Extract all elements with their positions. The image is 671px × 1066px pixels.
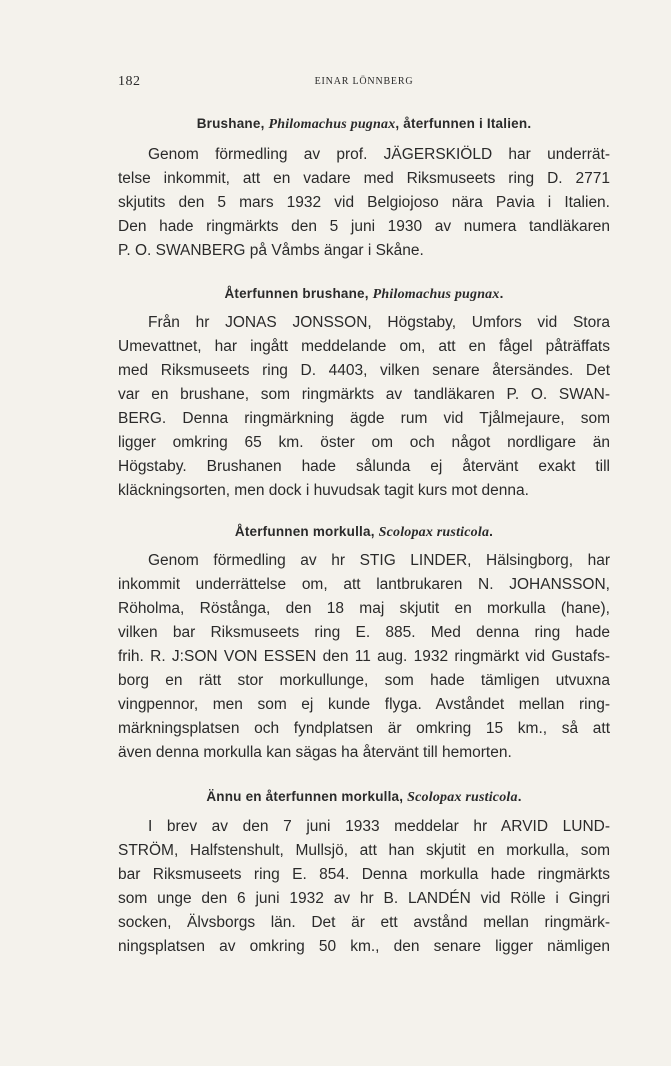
paragraph-line: Högstaby. Brushanen hade sålunda ej återvänt exakt till [118, 458, 610, 475]
page-number: 182 [118, 74, 141, 89]
paragraph-line: I brev av den 7 juni 1933 meddelar hr ARVID LUND- [148, 818, 610, 835]
paragraph-line: Genom förmedling av hr STIG LINDER, Hälsingborg, har [148, 552, 610, 569]
paragraph-line: kläckningsorten, men dock i huvudsak tagit kurs mot denna. [118, 482, 529, 499]
paragraph-line: Den hade ringmärkts den 5 juni 1930 av numera tandläkaren [118, 218, 610, 235]
paragraph-line: ningsplatsen av omkring 50 km., den senare ligger nämligen [118, 938, 610, 955]
paragraph-line: var en brushane, som ringmärkts av tandläkaren P. O. SWAN- [118, 386, 610, 403]
paragraph-line: vingpennor, men som ej kunde flyga. Avståndet mellan ring- [118, 696, 610, 713]
paragraph-line: med Riksmuseets ring D. 4403, vilken senare återsändes. Det [118, 362, 610, 379]
paragraph-line: telse inkommit, att en vadare med Riksmuseets ring D. 2771 [118, 170, 610, 187]
paragraph-line: även denna morkulla kan sägas ha återvänt till hemorten. [118, 744, 512, 761]
paragraph-line: P. O. SWANBERG på Våmbs ängar i Skåne. [118, 242, 424, 259]
paragraph-line: Röholma, Röstånga, den 18 maj skjutit en morkulla (hane), [118, 600, 610, 617]
section-heading: Ännu en återfunnen morkulla, Scolopax rusticola. [206, 789, 522, 805]
paragraph-line: skjutits den 5 mars 1932 vid Belgiojoso nära Pavia i Italien. [118, 194, 610, 211]
paragraph-line: borg en rätt stor morkullunge, som hade tämligen utvuxna [118, 672, 610, 689]
paragraph-line: vilken bar Riksmuseets ring E. 885. Med denna ring hade [118, 624, 610, 641]
paragraph-line: bar Riksmuseets ring E. 854. Denna morkulla hade ringmärkts [118, 866, 610, 883]
paragraph-line: socken, Älvsborgs län. Det är ett avstånd mellan ringmärk- [118, 914, 610, 931]
paragraph-line: märkningsplatsen och fyndplatsen är omkring 15 km., så att [118, 720, 610, 737]
running-head [118, 74, 610, 92]
section-heading: Återfunnen morkulla, Scolopax rusticola. [234, 524, 494, 540]
paragraph-line: Umevattnet, har ingått meddelande om, att en fågel påträffats [118, 338, 610, 355]
paragraph-line: STRÖM, Halfstenshult, Mullsjö, att han skjutit en morkulla, som [118, 842, 610, 859]
paragraph-line: BERG. Denna ringmärkning ägde rum vid Tjålmejaure, som [118, 410, 610, 427]
paragraph-line: ligger omkring 65 km. öster om och något nordligare än [118, 434, 610, 451]
section-heading: Återfunnen brushane, Philomachus pugnax. [224, 286, 504, 302]
paragraph-line: inkommit underrättelse om, att lantbrukaren N. JOHANSSON, [118, 576, 610, 593]
paragraph-line: Genom förmedling av prof. JÄGERSKIÖLD har underrät- [148, 146, 610, 163]
running-head-author: EINAR LÖNNBERG [314, 76, 414, 87]
paragraph-line: Från hr JONAS JONSSON, Högstaby, Umfors vid Stora [148, 314, 610, 331]
section-heading: Brushane, Philomachus pugnax, återfunnen i Italien. [196, 116, 532, 132]
paragraph-line: frih. R. J:SON VON ESSEN den 11 aug. 1932 ringmärkt vid Gustafs- [118, 648, 610, 665]
paragraph-line: som unge den 6 juni 1932 av hr B. LANDÉN vid Rölle i Gingri [118, 890, 610, 907]
